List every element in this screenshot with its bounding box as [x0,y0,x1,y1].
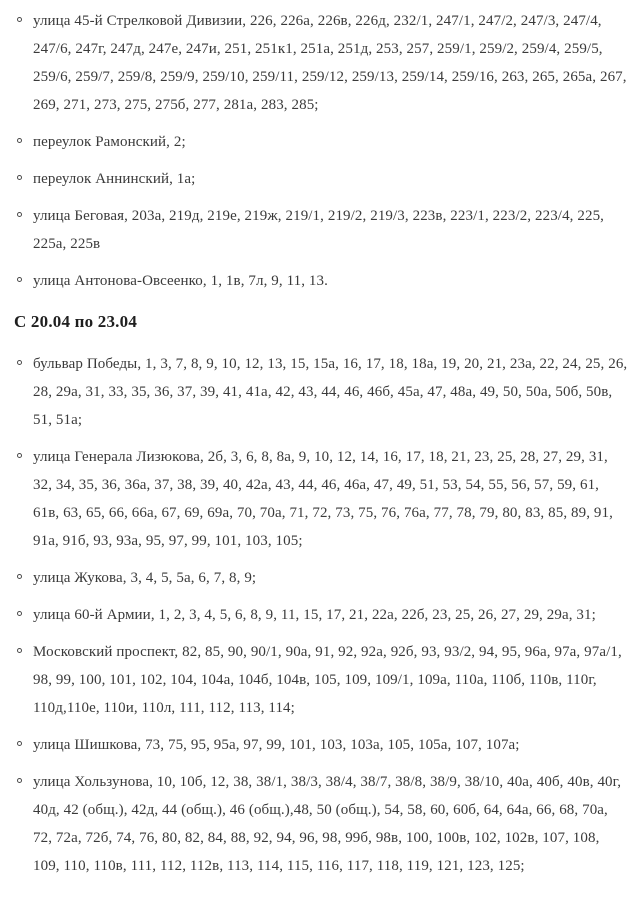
address-list-item [14,128,628,156]
address-text: бульвар Победы, 1, 3, 7, 8, 9, 10, 12, 13, 15, 15а, 16, 17, 18, 18а, 19, 20, 21, 23а, 22, 24, 25, 26, 28, 29а, 31, 33, 35, 36, 37, 39, 41, 41а, 42, 43, 44, 46, 46б, 45а, 47, 48а, 49, 50, 50а, 50б, 50в, 51, 51а; [33,356,628,428]
bullet-icon [17,741,22,746]
date-range-heading: С 20.04 по 23.04 [14,312,138,331]
address-text: Московский проспект, 82, 85, 90, 90/1, 90а, 91, 92, 92а, 92б, 93, 93/2, 94, 95, 96а, 97а, 97а/1, 98, 99, 100, 101, 102, 104, 104а, 104б, 104в, 105, 109, 109/1, 109а, 110а, 110б, 110в, 110г, 110д,110е, 110и, 110л, 111, 112, 113, 114; [33,644,622,716]
address-text: улица Генерала Лизюкова, 2б, 3, 6, 8, 8а, 9, 10, 12, 14, 16, 17, 18, 21, 23, 25, 28, 27, 29, 31, 32, 34, 35, 36, 36а, 37, 38, 39, 40, 42а, 43, 44, 46, 46а, 47, 49, 51, 53, 54, 55, 56, 57, 59, 61, 61в, 63, 65, 66, 66а, 67, 69, 69а, 70, 70а, 71, 72, 73, 75, 76, 76а, 77, 78, 79, 80, 83, 85, 89, 91, 91а, 91б, 93, 93а, 95, 97, 99, 101, 103, 105; [33,449,613,549]
address-list-item [14,564,628,592]
address-text: улица 60-й Армии, 1, 2, 3, 4, 5, 6, 8, 9, 11, 15, 17, 21, 22а, 22б, 23, 25, 26, 27, 29, 29а, 31; [33,607,596,623]
address-list-item [14,165,628,193]
address-text: улица 45-й Стрелковой Дивизии, 226, 226а, 226в, 226д, 232/1, 247/1, 247/2, 247/3, 247/4, 247/6, 247г, 247д, 247е, 247и, 251, 251к1, 251а, 251д, 253, 257, 259/1, 259/2, 259/4, 259/5, 259/6, 259/7, 259/8, 259/9, 259/10, 259/11, 259/12, 259/13, 259/14, 259/16, 263, 265, 265а, 267, 269, 271, 273, 275, 275б, 277, 281а, 283, 285; [33,13,627,113]
address-text: улица Хользунова, 10, 10б, 12, 38, 38/1, 38/3, 38/4, 38/7, 38/8, 38/9, 38/10, 40а, 40б, 40в, 40г, 40д, 42 (общ.), 42д, 44 (общ.), 46 (общ.),48, 50 (общ.), 54, 58, 60, 60б, 64, 64а, 66, 68, 70а, 72, 72а, 72б, 74, 76, 80, 82, 84, 88, 92, 94, 96, 98, 99б, 98в, 100, 100в, 102, 102в, 107, 108, 109, 110, 110в, 111, 112, 112в, 113, 114, 115, 116, 117, 118, 119, 121, 123, 125; [33,774,622,874]
bullet-icon [17,17,22,22]
address-list-item [14,443,628,555]
bullet-icon [17,175,22,180]
address-list-item [14,731,628,759]
address-text: улица Жукова, 3, 4, 5, 5а, 6, 7, 8, 9; [33,570,257,586]
address-list-after [14,350,628,880]
bullet-icon [17,453,22,458]
address-text: улица Антонова-Овсеенко, 1, 1в, 7л, 9, 11, 13. [33,273,328,289]
address-text: улица Беговая, 203а, 219д, 219е, 219ж, 219/1, 219/2, 219/3, 223в, 223/1, 223/2, 223/4, 225, 225а, 225в [33,208,605,252]
bullet-icon [17,277,22,282]
address-list-item [14,768,628,880]
bullet-icon [17,360,22,365]
bullet-icon [17,138,22,143]
address-list-before [14,7,628,295]
address-text: переулок Аннинский, 1а; [33,171,196,187]
address-text: переулок Рамонский, 2; [33,134,186,150]
bullet-icon [17,648,22,653]
bullet-icon [17,611,22,616]
address-list-item [14,638,628,722]
address-text: улица Шишкова, 73, 75, 95, 95а, 97, 99, 101, 103, 103а, 105, 105а, 107, 107а; [33,737,520,753]
address-list-item [14,202,628,258]
address-list-item [14,267,628,295]
address-list-item [14,7,628,119]
bullet-icon [17,212,22,217]
address-list-item [14,601,628,629]
address-list-item [14,350,628,434]
bullet-icon [17,574,22,579]
bullet-icon [17,778,22,783]
